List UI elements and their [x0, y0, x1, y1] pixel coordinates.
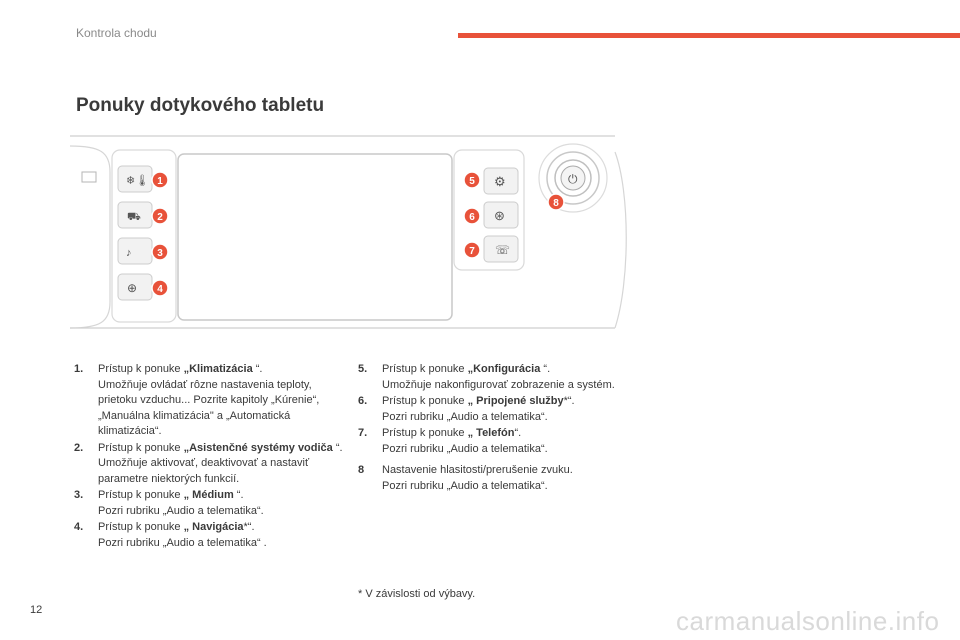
item-text-end: “. [543, 363, 551, 375]
badge-6: 6 [469, 212, 475, 223]
button-navigation[interactable] [118, 274, 152, 300]
badge-3: 3 [157, 248, 163, 259]
list-item [358, 463, 638, 494]
header-accent-bar [458, 33, 960, 38]
badge-8: 8 [553, 198, 559, 209]
left-column [74, 362, 344, 552]
badge-5: 5 [469, 176, 475, 187]
settings-icon: ⚙ [494, 174, 506, 189]
list-item [74, 362, 344, 440]
button-climate[interactable] [118, 166, 152, 192]
list-item [358, 394, 638, 425]
power-knob-icon: ⏻ [568, 172, 578, 186]
item-description: Umožňuje ovládať rôzne nastavenia teploty, prietoku vzduchu... Pozrite kapitoly „Kúrenie“, „Manuálna klimatizácia" a „Automatická klimatizácia“. [98, 378, 320, 437]
badge-4: 4 [157, 284, 163, 295]
item-number: 4. [74, 521, 84, 533]
media-icon: ♪ [126, 247, 132, 259]
menu-name: „ Médium [183, 489, 237, 501]
item-text: Prístup k ponuke [98, 441, 184, 454]
item-description: Pozri rubriku „Audio a telematika“. [382, 442, 548, 455]
item-description: Pozri rubriku „Audio a telematika“. [382, 479, 548, 492]
climate-icon: ❄🌡 [126, 175, 150, 187]
item-text-end: “. [335, 441, 343, 454]
button-media[interactable] [118, 238, 152, 264]
item-text: Nastavenie hlasitosti/prerušenie zvuku. [382, 464, 573, 476]
badge-7: 7 [469, 246, 475, 257]
item-text-end: *“. [563, 395, 575, 407]
connected-services-icon: ⊛ [494, 208, 505, 223]
footnote: * V závislosti od výbavy. [358, 588, 476, 600]
section-title: Kontrola chodu [76, 26, 157, 40]
list-item [358, 362, 638, 393]
item-description: Pozri rubriku „Audio a telematika“. [98, 504, 264, 517]
touch-tablet-diagram [70, 132, 630, 342]
item-number: 5. [358, 363, 368, 375]
menu-name: „Konfigurácia [467, 363, 544, 375]
item-text: Prístup k ponuke [98, 363, 184, 375]
badge-1: 1 [157, 176, 163, 187]
page-number: 12 [30, 604, 43, 616]
item-number: 7. [358, 427, 368, 439]
vehicle-icon: ⛟ [127, 211, 141, 223]
item-text-end: “. [514, 427, 522, 439]
item-number: 8 [358, 464, 365, 476]
badge-2: 2 [157, 212, 163, 223]
item-text-end: “. [236, 489, 244, 501]
item-description: Pozri rubriku „Audio a telematika“. [382, 410, 548, 423]
menu-name: „ Telefón [467, 427, 515, 439]
button-settings[interactable] [484, 168, 518, 194]
menu-name: „Asistenčné systémy vodiča [183, 441, 336, 454]
item-number: 2. [74, 441, 84, 454]
navigation-icon: ⊕ [127, 281, 138, 295]
item-text: Prístup k ponuke [98, 521, 184, 533]
button-driving-aids[interactable] [118, 202, 152, 228]
item-description: Umožňuje aktivovať, deaktivovať a nastaviť parametre niektorých funkcií. [98, 457, 310, 485]
item-number: 3. [74, 489, 84, 501]
list-item [358, 426, 638, 457]
item-text-end: *“. [243, 521, 255, 533]
list-item [74, 441, 344, 488]
item-text: Prístup k ponuke [382, 427, 468, 439]
list-item [74, 520, 344, 551]
button-telephone[interactable] [484, 236, 518, 262]
list-item [74, 488, 344, 519]
right-column [358, 362, 638, 495]
item-text: Prístup k ponuke [98, 489, 184, 501]
item-number: 1. [74, 363, 84, 375]
telephone-icon: ☏ [495, 243, 511, 257]
item-number: 6. [358, 395, 368, 407]
menu-name: „ Pripojené služby [467, 395, 564, 407]
menu-name: „Klimatizácia [183, 363, 256, 375]
item-text: Prístup k ponuke [382, 395, 468, 407]
page-title: Ponuky dotykového tabletu [76, 95, 325, 116]
item-text: Prístup k ponuke [382, 363, 468, 375]
button-connected-services[interactable] [484, 202, 518, 228]
item-description: Umožňuje nakonfigurovať zobrazenie a systém. [382, 378, 615, 391]
menu-name: „ Navigácia [183, 521, 244, 533]
item-description: Pozri rubriku „Audio a telematika“ . [98, 536, 267, 549]
rear-defrost-icon [82, 172, 96, 182]
volume-power-knob[interactable] [561, 166, 585, 190]
watermark: carmanualsonline.info [676, 606, 940, 636]
item-text-end: “. [255, 363, 263, 375]
